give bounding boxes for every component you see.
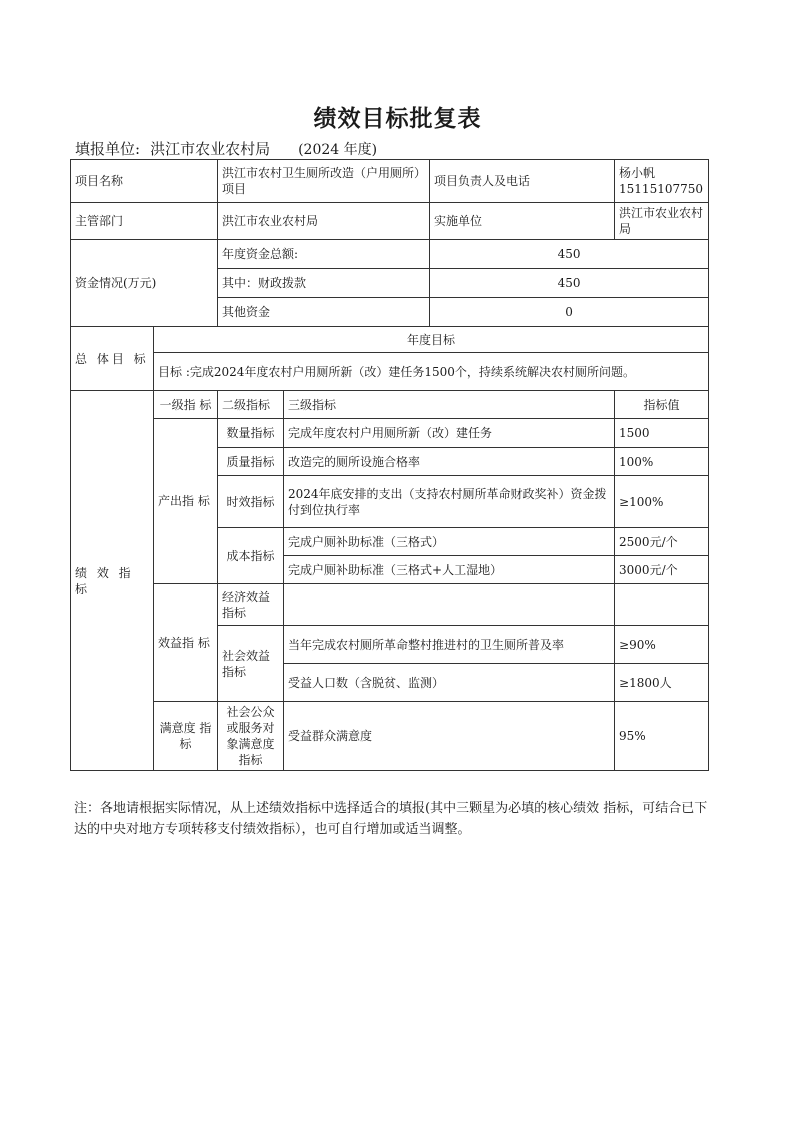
table-row — [71, 702, 709, 771]
table-row — [71, 203, 709, 240]
header-level1: 一级指 标 — [154, 391, 218, 419]
table-row — [71, 584, 709, 626]
approval-table — [70, 159, 709, 771]
table-row — [71, 240, 709, 269]
project-name: 洪江市农村卫生厕所改造（户用厕所）项目 — [218, 160, 430, 203]
table-row — [71, 327, 709, 353]
dept-label: 主管部门 — [71, 203, 218, 240]
quantity-indicator-label: 数量指标 — [218, 419, 284, 448]
quantity-indicator-text: 完成年度农村户用厕所新（改）建任务 — [284, 419, 615, 448]
social-benefit-text-1: 当年完成农村厕所革命整村推进村的卫生厕所普及率 — [284, 626, 615, 664]
quality-indicator-text: 改造完的厕所设施合格率 — [284, 448, 615, 476]
table-row — [71, 160, 709, 203]
footnote: 注：各地请根据实际情况，从上述绩效指标中选择适合的填报(其中三颗星为必填的核心绩效 指标，可结合已下达的中央对地方专项转移支付绩效指标），也可自行增加或适当调整。 — [74, 801, 708, 837]
funds-fiscal-label: 其中：财政拨款 — [218, 269, 430, 298]
filler-org: 洪江市农业农村局 — [150, 140, 271, 158]
benefit-indicators-label: 效益指 标 — [154, 584, 218, 702]
quality-indicator-label: 质量指标 — [218, 448, 284, 476]
filler-line — [75, 138, 377, 159]
impl-value: 洪江市农业农村局 — [615, 203, 709, 240]
header-level3: 三级指标 — [284, 391, 615, 419]
cost-indicator-text-2: 完成户厕补助标准（三格式+人工湿地） — [284, 556, 615, 584]
economic-benefit-value — [615, 584, 709, 626]
funds-total-label: 年度资金总额: — [218, 240, 430, 269]
table-row — [71, 353, 709, 391]
overall-goal-label: 总 体目 标 — [71, 327, 154, 391]
funds-other-value: 0 — [430, 298, 709, 327]
header-level2: 二级指标 — [218, 391, 284, 419]
economic-benefit-text — [284, 584, 615, 626]
table-row — [71, 419, 709, 448]
timeliness-indicator-value: ≥100% — [615, 476, 709, 528]
social-benefit-label: 社会效益指标 — [218, 626, 284, 702]
page-title: 绩效目标批复表 — [313, 106, 482, 132]
header-value: 指标值 — [615, 391, 709, 419]
impl-label: 实施单位 — [430, 203, 615, 240]
social-benefit-value-2: ≥1800人 — [615, 664, 709, 702]
funds-fiscal-value: 450 — [430, 269, 709, 298]
social-benefit-value-1: ≥90% — [615, 626, 709, 664]
cost-indicator-value-2: 3000元/个 — [615, 556, 709, 584]
satisfaction-indicators-label: 满意度 指 标 — [154, 702, 218, 771]
satisfaction-value: 95% — [615, 702, 709, 771]
cost-indicator-label: 成本指标 — [218, 528, 284, 584]
output-indicators-label: 产出指 标 — [154, 419, 218, 584]
economic-benefit-label: 经济效益指标 — [218, 584, 284, 626]
funds-label: 资金情况(万元) — [71, 240, 218, 327]
funds-total-value: 450 — [430, 240, 709, 269]
perf-indicators-label: 绩 效 指 标 — [71, 391, 154, 771]
contact-label: 项目负责人及电话 — [430, 160, 615, 203]
filler-year: (2024 年度) — [298, 142, 378, 158]
cost-indicator-value-1: 2500元/个 — [615, 528, 709, 556]
funds-other-label: 其他资金 — [218, 298, 430, 327]
quantity-indicator-value: 1500 — [615, 419, 709, 448]
filler-label: 填报单位: — [75, 140, 141, 158]
satisfaction-text: 受益群众满意度 — [284, 702, 615, 771]
contact-value: 杨小帆15115107750 — [615, 160, 709, 203]
satisfaction-level2: 社会公众或服务对象满意度指标 — [218, 702, 284, 771]
timeliness-indicator-label: 时效指标 — [218, 476, 284, 528]
cost-indicator-text-1: 完成户厕补助标准（三格式） — [284, 528, 615, 556]
annual-goal-text: 目标 :完成2024年度农村户用厕所新（改）建任务1500个，持续系统解决农村厕所问题。 — [154, 353, 709, 391]
table-row — [71, 391, 709, 419]
project-name-label: 项目名称 — [71, 160, 218, 203]
social-benefit-text-2: 受益人口数（含脱贫、监测） — [284, 664, 615, 702]
dept-value: 洪江市农业农村局 — [218, 203, 430, 240]
quality-indicator-value: 100% — [615, 448, 709, 476]
annual-goal-header: 年度目标 — [154, 327, 709, 353]
timeliness-indicator-text: 2024年底安排的支出（支持农村厕所革命财政奖补）资金拨付到位执行率 — [284, 476, 615, 528]
